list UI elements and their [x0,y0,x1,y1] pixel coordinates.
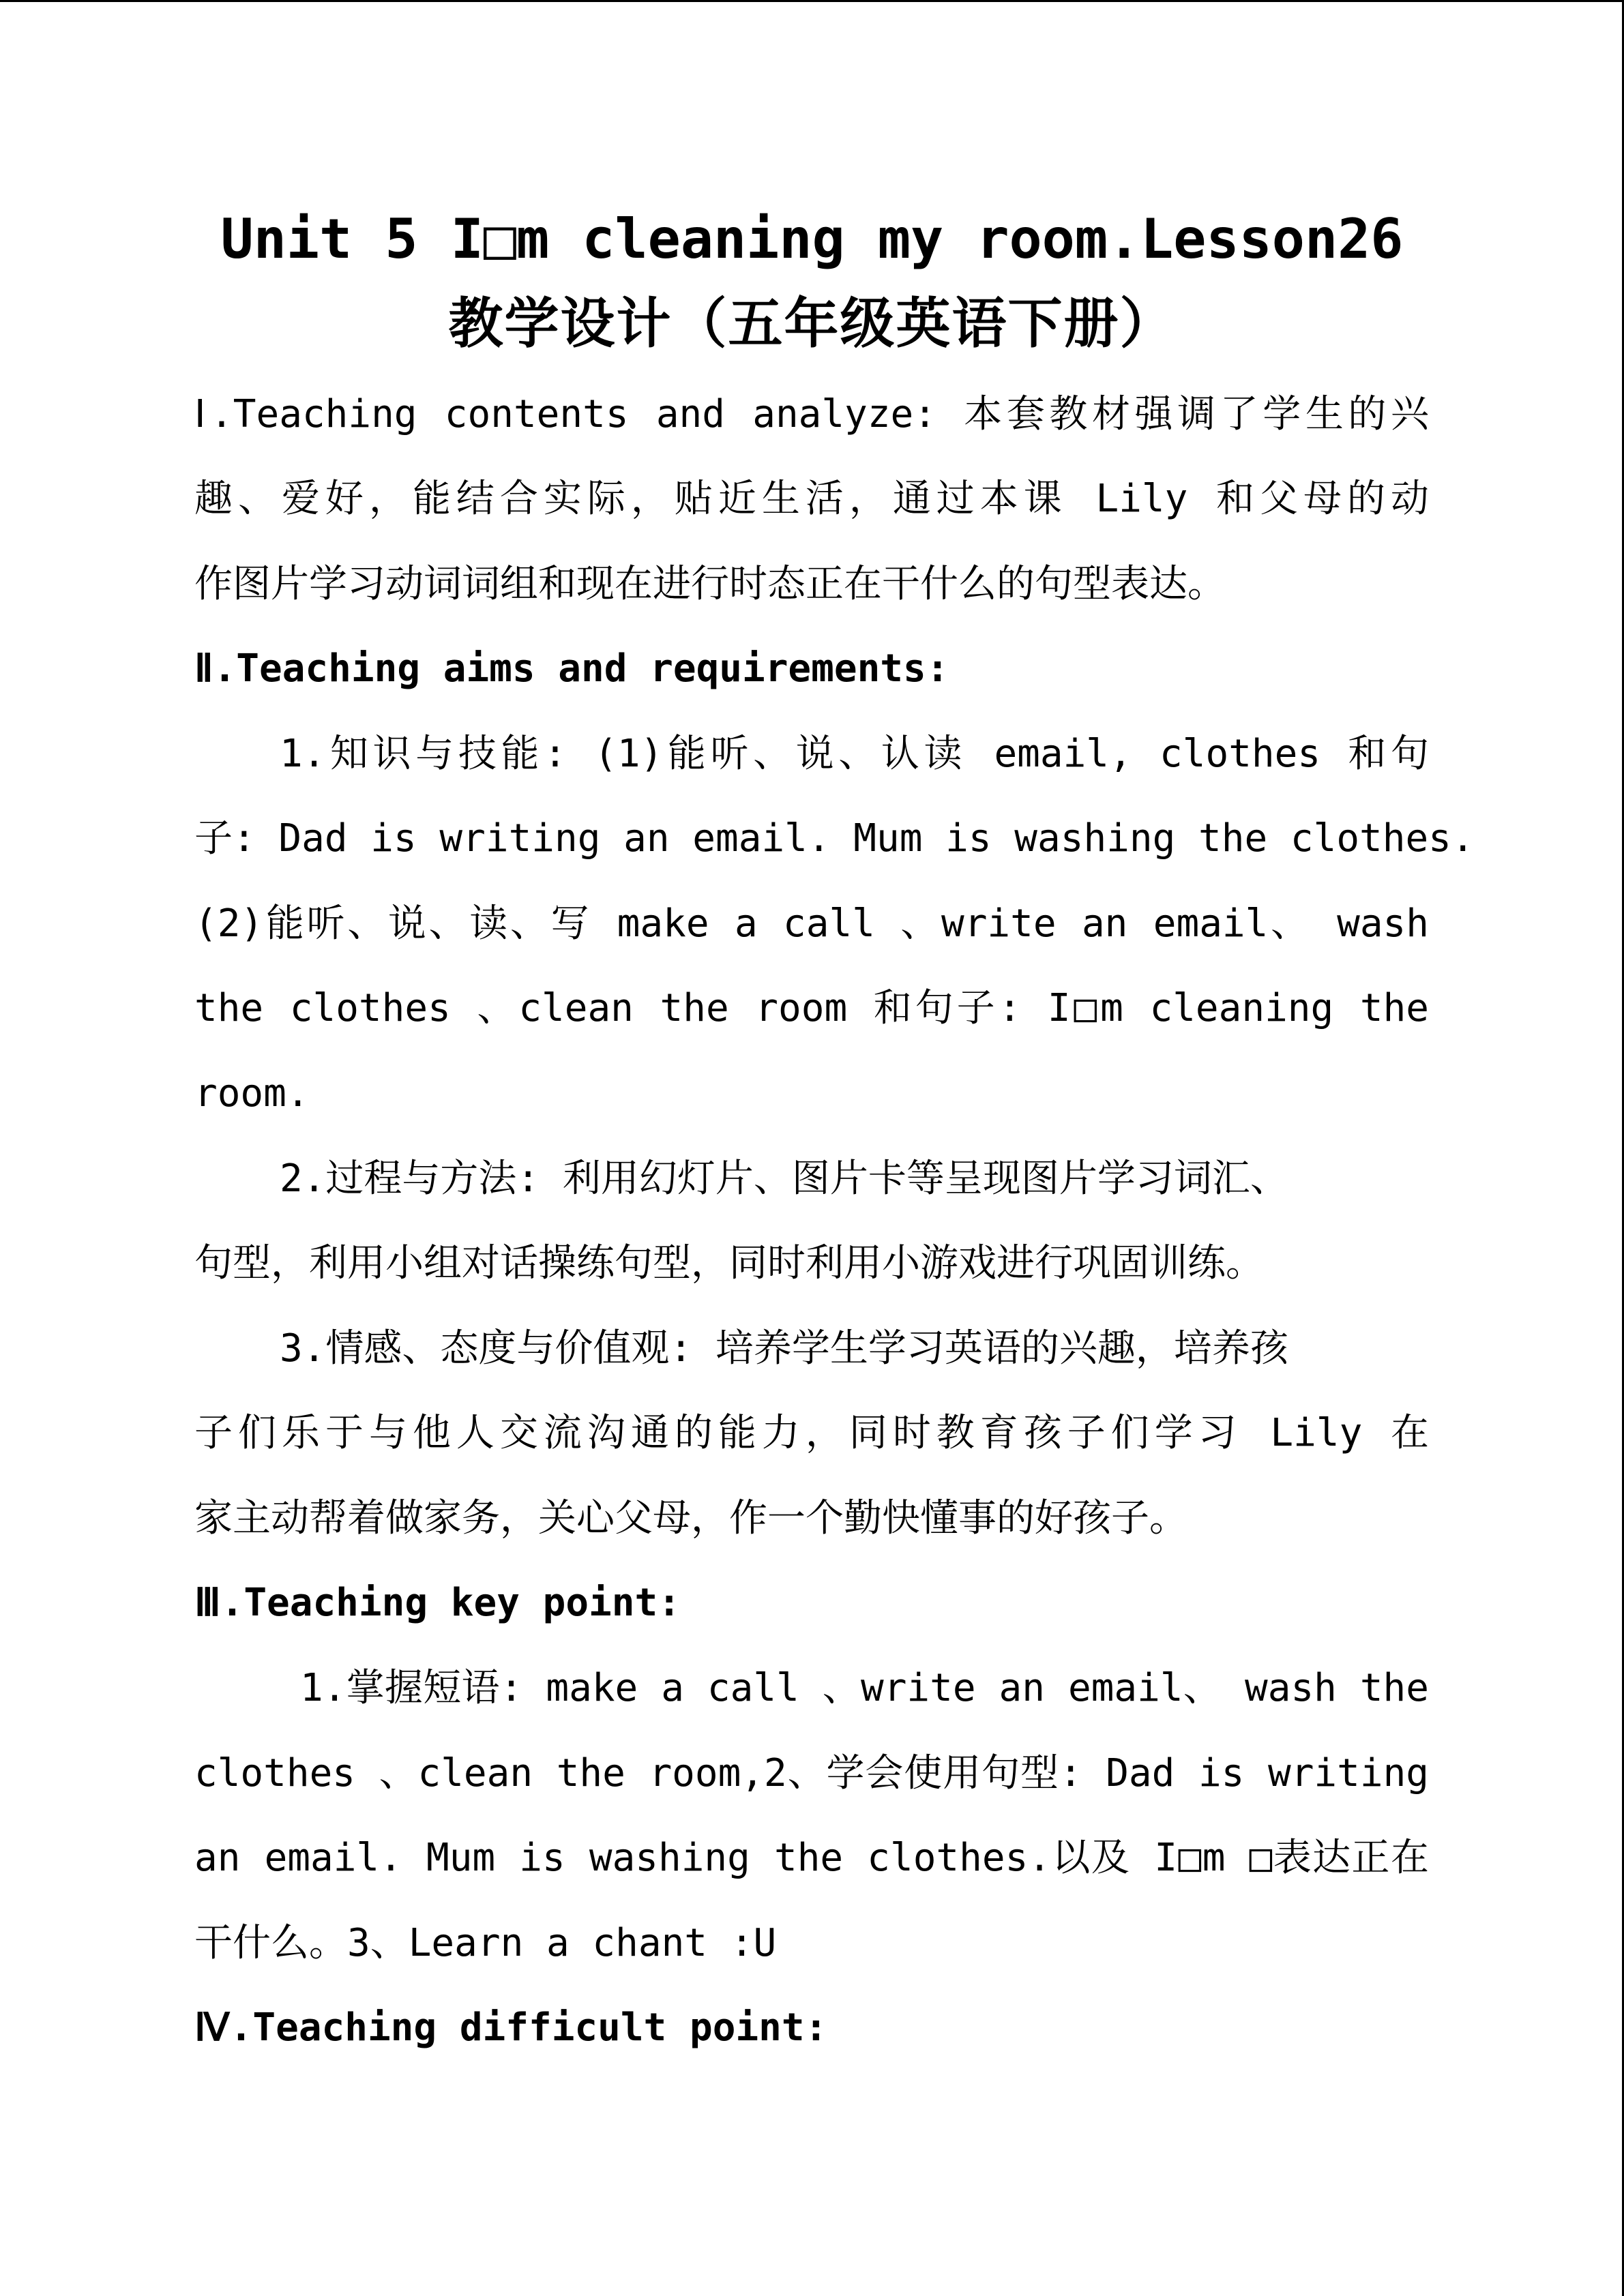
section2-line: 句型，利用小组对话操练句型，同时利用小游戏进行巩固训练。 [194,1241,1264,1285]
section3-line: 1.掌握短语: make a call 、write an email、 wash the [300,1666,1429,1710]
document-title-line1: Unit 5 I□m cleaning my room.Lesson26 [220,207,1404,271]
section2-line: 3.情感、态度与价值观: 培养学生学习英语的兴趣，培养孩 [280,1326,1288,1371]
section3-heading: Ⅲ.Teaching key point: [194,1581,681,1625]
section2-line: 子们乐于与他人交流沟通的能力，同时教育孩子们学习 Lily 在 [194,1411,1429,1455]
section3-line: an email. Mum is washing the clothes.以及 I□m □表达正在 [194,1836,1429,1880]
section2-line: 子: Dad is writing an email. Mum is washing the clothes. [194,816,1475,861]
section2-heading: Ⅱ.Teaching aims and requirements: [194,646,949,691]
section2-line: 家主动帮着做家务，关心父母，作一个勤快懂事的好孩子。 [194,1496,1187,1540]
section2-line: (2)能听、说、读、写 make a call 、write an email、 wash [194,901,1429,946]
section1-line: 趣、爱好，能结合实际，贴近生活，通过本课 Lily 和父母的动 [194,477,1429,521]
section1-line: 作图片学习动词词组和现在进行时态正在干什么的句型表达。 [194,562,1226,606]
section2-line: room. [194,1071,310,1116]
section2-line: the clothes 、clean the room 和句子: I□m cleaning the [194,986,1429,1030]
section1-heading: Ⅰ.Teaching contents and analyze: 本套教材强调了学生的兴 [194,392,1429,436]
section2-line: 1.知识与技能: (1)能听、说、认读 email, clothes 和句 [280,732,1429,776]
section3-line: clothes 、clean the room,2、学会使用句型: Dad is writing [194,1751,1429,1795]
section2-line: 2.过程与方法: 利用幻灯片、图片卡等呈现图片学习词汇、 [280,1157,1288,1201]
section3-line: 干什么。3、Learn a chant :U [194,1921,777,1965]
document-title-line2: 教学设计（五年级英语下册） [448,292,1176,355]
section4-heading: Ⅳ.Teaching difficult point: [194,2006,828,2050]
